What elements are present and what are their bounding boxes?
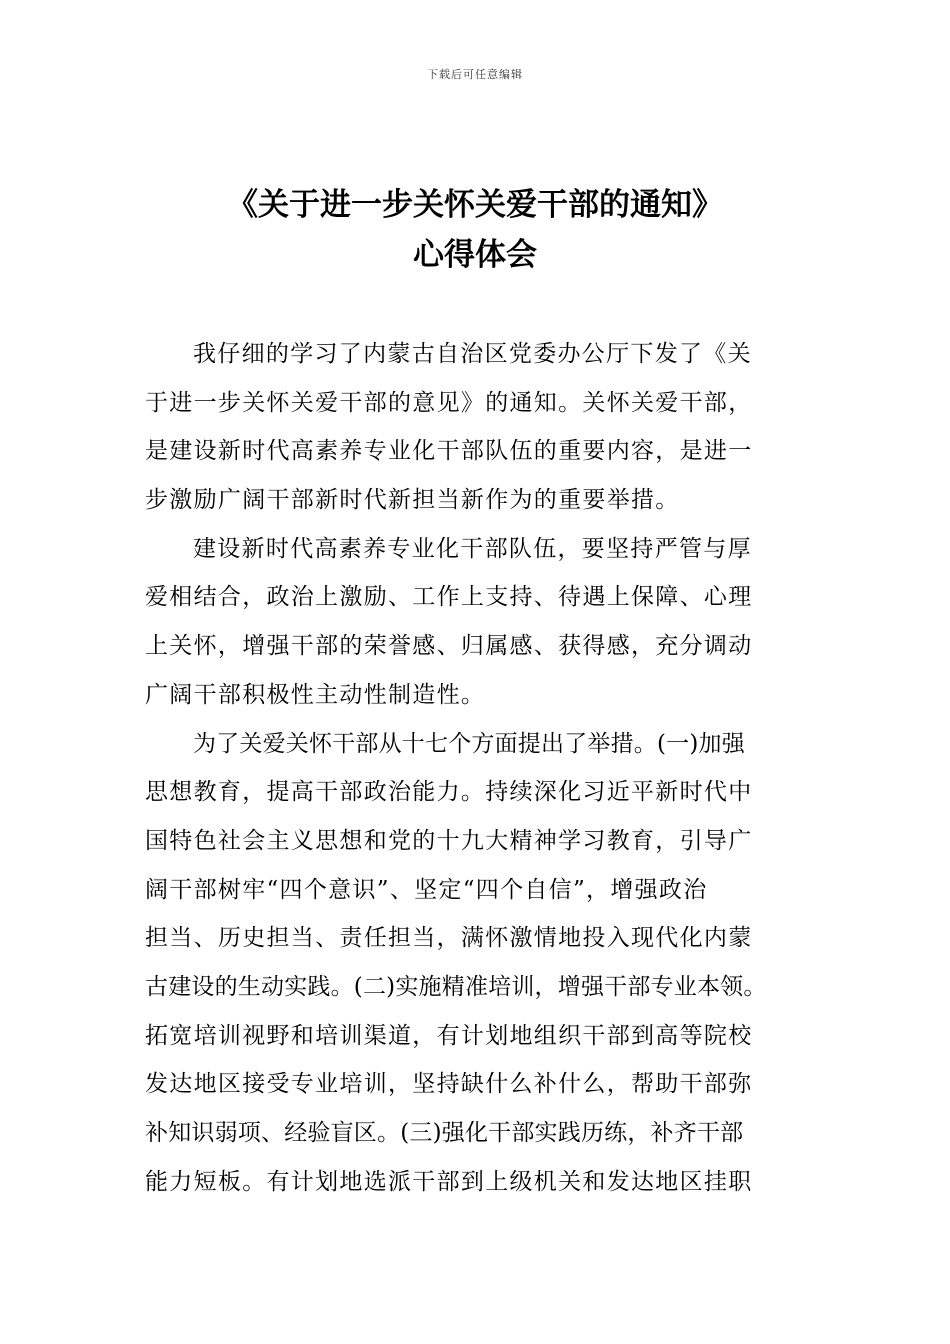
paragraph-3-line-9: 补知识弱项、经验盲区。(三)强化干部实践历练，补齐干部 [145, 1120, 744, 1146]
paragraph-1-line-2: 于进一步关怀关爱干部的意见》的通知。关怀关爱干部， [145, 389, 753, 416]
document-title [0, 180, 950, 280]
paragraph-1-line-1: 我仔细的学习了内蒙古自治区党委办公厅下发了《关 [193, 341, 752, 367]
paragraph-2-line-4: 广阔干部积极性主动性制造性。 [145, 681, 486, 708]
paragraph-1-line-3: 是建设新时代高素养专业化干部队伍的重要内容，是进一 [145, 438, 753, 465]
paragraph-3-line-3: 国特色社会主义思想和党的十九大精神学习教育，引导广 [145, 827, 753, 854]
paragraph-3-line-6: 古建设的生动实践。(二)实施精准培训，增强干部专业本领。 [145, 973, 767, 1000]
paragraph-2-line-2: 爱相结合，政治上激励、工作上支持、待遇上保障、心理 [145, 584, 753, 611]
document-title-line-1: 《关于进一步关怀关爱干部的通知》 [227, 187, 723, 223]
paragraph-2-line-3: 上关怀，增强干部的荣誉感、归属感、获得感，充分调动 [145, 633, 753, 660]
paragraph-3-line-4: 阔干部树牢“四个意识”、坚定“四个自信”，增强政治 [145, 876, 708, 903]
paragraph-3-line-7: 拓宽培训视野和培训渠道，有计划地组织干部到高等院校 [145, 1022, 753, 1049]
paragraph-3-line-8: 发达地区接受专业培训，坚持缺什么补什么，帮助干部弥 [145, 1071, 753, 1098]
paragraph-3-line-2: 思想教育，提高干部政治能力。持续深化习近平新时代中 [145, 779, 753, 806]
paragraph-3-line-10: 能力短板。有计划地选派干部到上级机关和发达地区挂职 [145, 1168, 753, 1195]
paragraph-3-line-1: 为了关爱关怀干部从十七个方面提出了举措。(一)加强 [193, 730, 745, 757]
document-body [145, 330, 845, 1206]
header-note: 下载后可任意编辑 [427, 68, 523, 81]
document-title-line-2: 心得体会 [413, 237, 537, 273]
paragraph-2-line-1: 建设新时代高素养专业化干部队伍，要坚持严管与厚 [193, 535, 752, 562]
paragraph-1-line-4: 步激励广阔干部新时代新担当新作为的重要举措。 [145, 487, 680, 514]
paragraph-3-line-5: 担当、历史担当、责任担当，满怀激情地投入现代化内蒙 [145, 925, 753, 952]
